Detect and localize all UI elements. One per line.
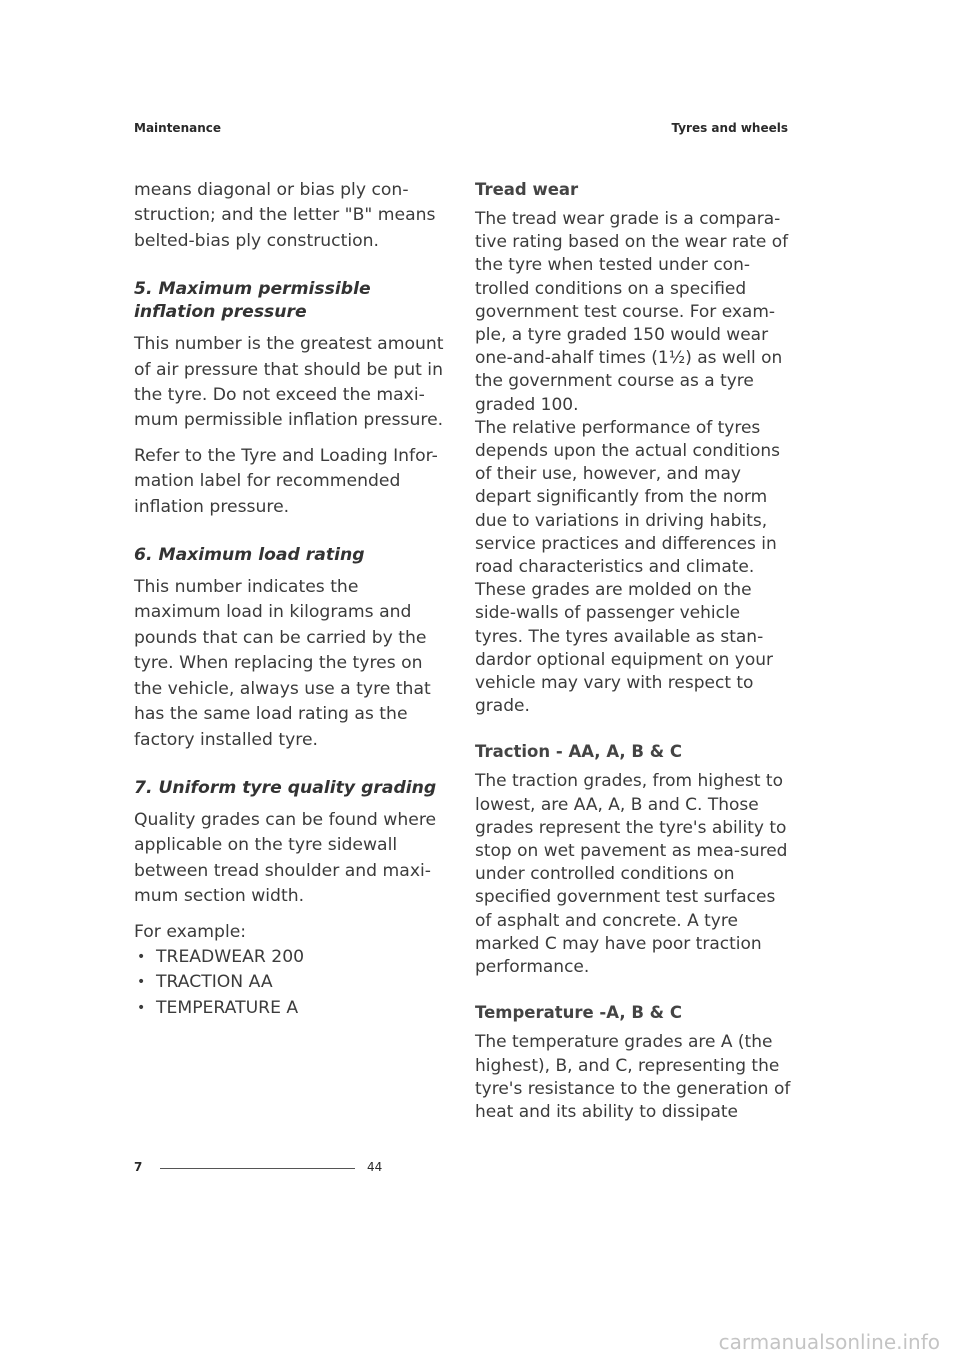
running-header	[134, 121, 788, 141]
page-number: 44	[367, 1160, 383, 1174]
header-section: Maintenance	[134, 121, 222, 135]
utqg-paragraph: Quality grades can be found where applicable on the tyre sidewall between tread shoulder and maxi-mum section width.	[134, 809, 437, 907]
header-topic: Tyres and wheels	[671, 121, 788, 135]
heading-treadwear: Tread wear	[475, 180, 579, 199]
relative-performance-paragraph: The relative performance of tyres depends upon the actual conditions of their use, however, and may depart significantly from the norm due to variations in driving habits, service practices and differences in road characteristics and climate. These grades are molded on the side-walls of passenger vehicle tyres. The tyres available as stan-dardor optional equipment on your vehicle may vary with respect to grade.	[475, 417, 780, 717]
example-label: For example:	[134, 921, 247, 942]
heading-utqg: 7. Uniform tyre quality grading	[134, 777, 437, 798]
example-list	[134, 945, 450, 1021]
inflation-paragraph-1: This number is the greatest amount of air pressure that should be put in the tyre. Do not exceed the maxi-mum permissible inflation pressure.	[134, 334, 444, 431]
load-paragraph: This number indicates the maximum load in kilograms and pounds that can be carried by the tyre. When replacing the tyres on the vehicle, always use a tyre that has the same load rating as the factory installed tyre.	[134, 577, 431, 750]
list-item: • TEMPERATURE A	[134, 996, 450, 1021]
right-column	[475, 178, 793, 1124]
left-column	[134, 178, 450, 1021]
traction-paragraph: The traction grades, from highest to lowest, are AA, A, B and C. Those grades represent the tyre's ability to stop on wet pavement as mea-sured under controlled conditions on specified government test surfaces of asphalt and concrete. A tyre marked C may have poor traction performance.	[475, 771, 788, 978]
section-treadwear	[475, 178, 793, 718]
intro-paragraph: means diagonal or bias ply con-struction; and the letter "B" means belted-bias ply construction.	[134, 180, 436, 251]
site-watermark: carmanualsonline.info	[718, 1330, 940, 1354]
heading-traction: Traction - AA, A, B & C	[475, 742, 682, 762]
temperature-paragraph: The temperature grades are A (the highest), B, and C, representing the tyre's resistance to the generation of heat and its ability to dissipate	[475, 1032, 791, 1122]
heading-max-inflation: 5. Maximum permissible inflation pressure	[134, 279, 371, 323]
list-item: • TREADWEAR 200	[134, 945, 450, 970]
heading-max-load: 6. Maximum load rating	[134, 545, 365, 566]
treadwear-paragraph: The tread wear grade is a compara-tive rating based on the wear rate of the tyre when tested under con-trolled conditions on a specified government test course. For exam-ple, a tyre graded 150 would wear one-and-ahalf times (1½) as well on the government course as a tyre graded 100.	[475, 209, 789, 415]
heading-temperature: Temperature -A, B & C	[475, 1003, 682, 1023]
section-temperature	[475, 1001, 793, 1124]
page-footer	[134, 1160, 383, 1180]
footer-rule	[160, 1168, 355, 1169]
inflation-paragraph-2: Refer to the Tyre and Loading Infor-mation label for recommended inflation pressure.	[134, 445, 438, 517]
chapter-number: 7	[134, 1160, 143, 1174]
list-item: • TRACTION AA	[134, 970, 450, 995]
section-traction	[475, 740, 793, 979]
